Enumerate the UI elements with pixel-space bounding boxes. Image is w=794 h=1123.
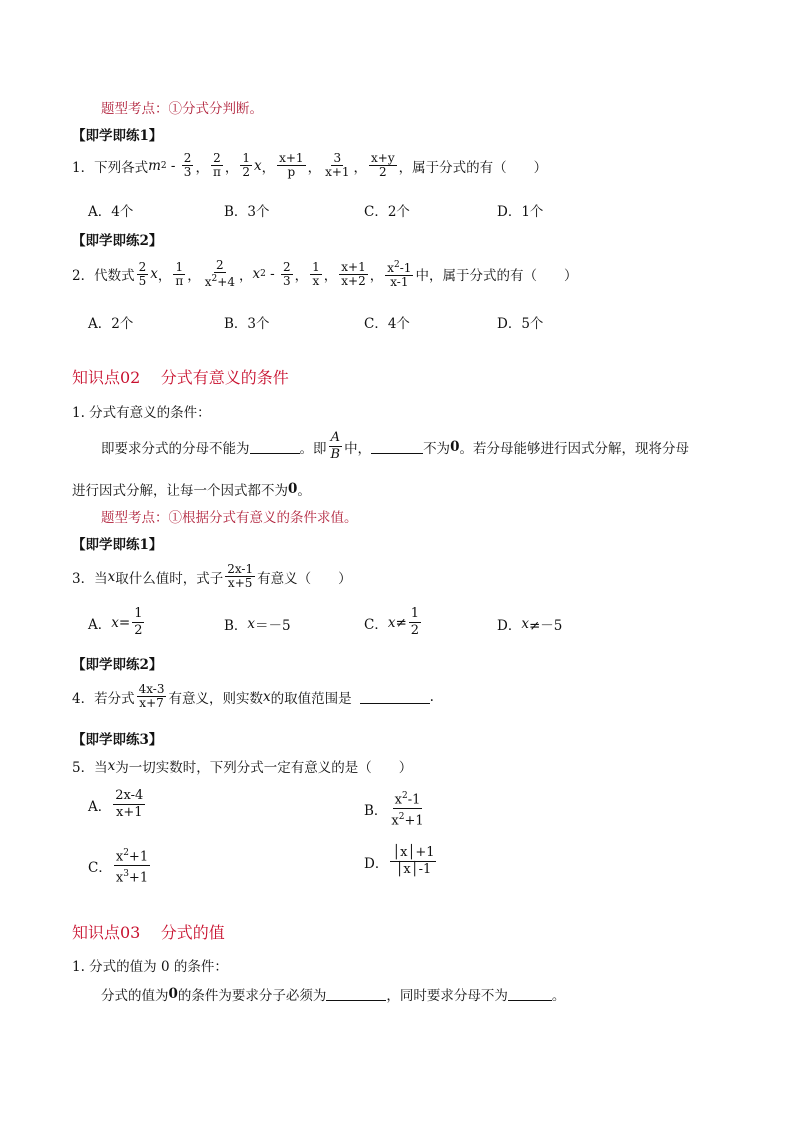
q2-option-d[interactable]: D．5个 (497, 316, 544, 332)
fraction: $\frac{2}{3}$ (282, 259, 291, 288)
sec3-item1: 1. 分式的值为 0 的条件： (72, 959, 228, 975)
q3-var: x (107, 568, 116, 585)
fraction: $\frac{4x-3}{x+7}$ (138, 682, 165, 710)
q3-option-c[interactable]: C． x ≠ $\frac{1}{2}$ (364, 606, 420, 638)
practice-label-2: 【即学即练2】 (72, 233, 163, 249)
para-text: ，同时要求分母不为 (386, 988, 508, 1004)
q4-end: . (429, 688, 434, 705)
sec2-paragraph-2 (72, 479, 311, 499)
fraction: $\frac{2}{5}$ (138, 259, 147, 288)
q3-option-b[interactable]: B． x ＝－5 (224, 616, 291, 634)
heading-number: 知识点03 (72, 923, 141, 942)
fraction: $\frac{2x-4}{x+1}$ (115, 788, 144, 820)
question-1: 1．下列各式 m 2 - $\frac{2}{3}$ ， $\frac{2}{\pi}$ ， $\frac{1}{2}$ x ， $\frac{x+1}{p}$ ， $\frac{3}{x+1}$ ， $\frac{x+y}{2}$ ，属于分式的有（ ） (72, 151, 548, 179)
fraction: $\frac{1}{\pi}$ (175, 259, 184, 288)
fill-blank (326, 987, 386, 1001)
zero: 0 (450, 438, 460, 455)
practice-label-3: 【即学即练1】 (72, 537, 163, 553)
question-2: 2．代数式 $\frac{2}{5}$ x ， $\frac{1}{\pi}$ ， $\frac{2}{x^2+4}$ ， x 2 - $\frac{2}{3}$ ， $\frac{1}{x}$ ， $\frac{x+1}{x+2}$ ， $\frac{x^2-1}{x-1}$ 中，属于分式的有（ ） (72, 258, 578, 289)
q5-option-c[interactable] (88, 845, 152, 887)
q4-mid: 有意义，则实数 (168, 690, 263, 707)
q5-option-a[interactable] (88, 788, 147, 821)
question-4 (72, 683, 434, 710)
q1-prefix: 1．下列各式 (72, 159, 149, 176)
q1-option-c[interactable]: C．2个 (364, 204, 410, 220)
q4-var: x (262, 688, 271, 705)
practice-label-4: 【即学即练2】 (72, 657, 163, 673)
heading-title: 分式的值 (160, 923, 225, 942)
practice-label-5: 【即学即练3】 (72, 732, 163, 748)
type-point-1: 题型考点：①分式分判断。 (101, 101, 263, 117)
section-heading-02 (72, 365, 289, 388)
zero: 0 (168, 986, 178, 1002)
sec2-item1: 1. 分式有意义的条件： (72, 405, 211, 421)
q2-suffix: 中，属于分式的有（ ） (415, 268, 578, 284)
question-5 (72, 756, 412, 776)
fraction: $\frac{1}{2}$ (410, 606, 420, 638)
para-text: 。即 (299, 440, 327, 457)
q2-option-c[interactable]: C．4个 (364, 316, 410, 332)
q1-option-d[interactable]: D．1个 (497, 204, 544, 220)
para-text: 。 (297, 483, 311, 499)
fraction: $\frac{x+1}{p}$ (279, 151, 304, 179)
option-label: C． (364, 616, 388, 633)
fraction: $\frac{2}{x^2+4}$ (204, 258, 235, 289)
practice-label-1: 【即学即练1】 (72, 128, 163, 144)
q3-option-d[interactable]: D． x ≠－5 (497, 616, 563, 634)
fraction: $\frac{2x-1}{x+5}$ (227, 562, 254, 590)
option-label: C． (88, 859, 112, 876)
q1-minus: - (166, 157, 180, 174)
section-heading-03 (72, 920, 225, 943)
q1-exp: 2 (160, 160, 167, 171)
q3-mid: 取什么值时，式子 (115, 570, 224, 587)
para-text: 进行因式分解，让每一个因式都不为 (72, 483, 288, 499)
para-text: 。 (551, 988, 566, 1004)
q1-term-m2: m (148, 157, 161, 174)
option-label: A． (88, 616, 112, 633)
q1-suffix: ，属于分式的有（ ） (398, 159, 548, 176)
para-text: 的条件为要求分子必须为 (177, 988, 327, 1004)
q1-option-a[interactable]: A．4个 (88, 204, 134, 220)
option-label: A． (88, 798, 112, 815)
fraction: $\frac{x^2+1}{x^3+1}$ (114, 845, 150, 887)
fraction: $\frac{1}{x}$ (312, 259, 320, 288)
sec3-paragraph (101, 984, 565, 1004)
q2-option-a[interactable]: A．2个 (88, 316, 134, 332)
fraction: $\frac{x^2-1}{x^2+1}$ (389, 788, 425, 830)
q2-prefix: 2．代数式 (72, 268, 135, 284)
q5-var: x (107, 758, 116, 774)
para-text: 。若分母能够进行因式分解，现将分母 (459, 440, 689, 457)
fill-blank (371, 440, 423, 454)
q5-suffix: 为一切实数时，下列分式一定有意义的是（ ） (115, 760, 413, 776)
para-text: 不为 (423, 440, 451, 457)
q4-prefix: 4．若分式 (72, 690, 135, 707)
q3-suffix: 有意义（ ） (257, 570, 352, 587)
para-text: 即要求分式的分母不能为 (101, 440, 250, 457)
fraction: $\frac{2}{3}$ (183, 151, 192, 179)
q5-option-d[interactable] (364, 845, 438, 878)
fraction: $\frac{1}{2}$ (242, 151, 250, 179)
heading-number: 知识点02 (72, 368, 141, 387)
q1-option-b[interactable]: B．3个 (224, 204, 270, 220)
q4-suffix: 的取值范围是 (270, 690, 352, 707)
option-text: ＝－5 (255, 618, 291, 634)
option-label: D． (497, 618, 522, 634)
q3-option-a[interactable]: A． x = $\frac{1}{2}$ (88, 606, 143, 638)
fraction-a-over-b: $\frac{A}{B}$ (330, 430, 341, 462)
question-3 (72, 563, 352, 590)
option-label: B． (364, 802, 388, 819)
sec2-paragraph-1 (101, 430, 689, 463)
q2-option-b[interactable]: B．3个 (224, 316, 270, 332)
zero: 0 (288, 481, 298, 497)
q5-prefix: 5．当 (72, 760, 108, 776)
option-label: D． (364, 855, 389, 872)
fill-blank (508, 987, 552, 1001)
q3-prefix: 3．当 (72, 570, 108, 587)
option-label: B． (224, 618, 248, 634)
fraction: $\frac{1}{2}$ (134, 606, 143, 638)
option-text: ≠－5 (528, 618, 563, 634)
q5-option-b[interactable] (364, 788, 428, 830)
type-point-2: 题型考点：①根据分式有意义的条件求值。 (101, 510, 358, 526)
fill-blank (250, 440, 300, 454)
fraction: $\frac{x+y}{2}$ (371, 151, 395, 179)
fill-blank (360, 690, 430, 704)
heading-title: 分式有意义的条件 (160, 368, 289, 387)
fraction: $\frac{3}{x+1}$ (325, 151, 350, 179)
fraction: $\frac{x+1}{x+2}$ (341, 259, 366, 288)
para-text: 中， (344, 440, 372, 457)
para-text: 分式的值为 (101, 988, 169, 1004)
fraction: $\frac{x^2-1}{x-1}$ (387, 260, 412, 289)
fraction: $\frac{2}{\pi}$ (212, 151, 221, 179)
fraction: $\frac{│x│+1}{│x│-1}$ (392, 845, 435, 877)
